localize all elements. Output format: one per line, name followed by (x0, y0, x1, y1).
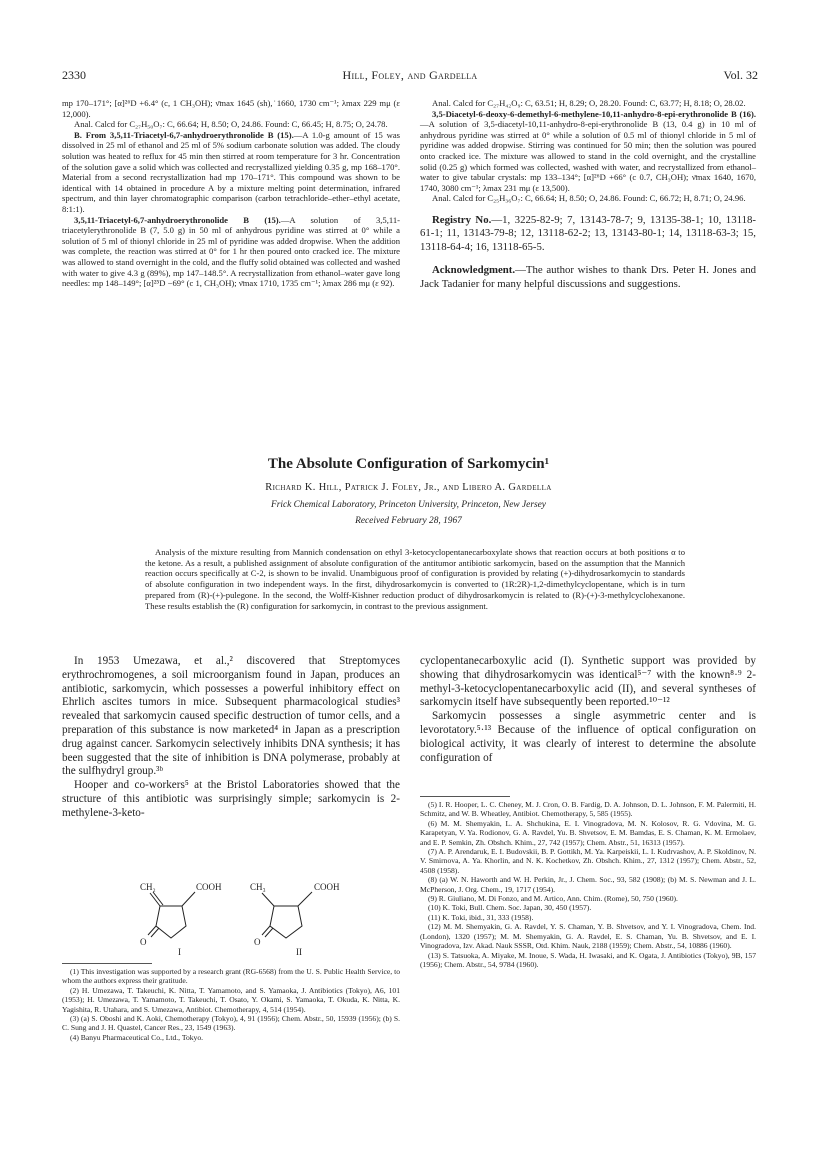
acknowledgment: Acknowledgment.—The author wishes to thank Drs. Peter H. Jones and Jack Tadanier for many helpful discussions and suggestions. (420, 264, 756, 290)
body-paragraph: Sarkomycin possesses a single asymmetric center and is levorotatory.⁵·¹³ Because of the influence of optical configuration on biological activity, it was clearly of interest to determine the absolute configuration of (420, 710, 756, 764)
footnote: (2) H. Umezawa, T. Takeuchi, K. Nitta, T. Yamamoto, and S. Yamaoka, J. Antibiotics (Tokyo), A6, 101 (1953); H. Umezawa, T. Yamamoto, T. Takeuchi, T. Osato, Y. Okami, S. Yamaoka, T. Okuda, K. Nitta, K. Yagishita, R. Utahara, and S. Umezawa, Antibiot. Chemotherapy, 4, 514 (1954). (62, 985, 400, 1014)
body-paragraph: cyclopentanecarboxylic acid (I). Synthetic support was provided by showing that dihydrosarkomycin was identical⁵⁻⁷ with the known⁸·⁹ 2-methyl-3-ketocyclopentanecarboxylic acid (II), and several syntheses of sarkomycin itself have subsequently been reported.¹⁰⁻¹² (420, 655, 756, 709)
registry-heading: Registry No. (432, 213, 492, 226)
volume-label: Vol. 32 (723, 68, 758, 82)
structure-i-cooh: COOH (196, 882, 222, 892)
body-paragraph: Hooper and co-workers⁵ at the Bristol Laboratories showed that the structure of this antibiotic was surprisingly simple; sarkomycin is 2-methylene-3-keto- (62, 779, 400, 819)
structure-i-oxygen: O (140, 937, 147, 947)
article-authors: Richard K. Hill, Patrick J. Foley, Jr., and Libero A. Gardella (265, 482, 552, 493)
abstract: Analysis of the mixture resulting from Mannich condensation on ethyl 3-ketocyclopentanecarboxylate shows that reaction occurs at both positions α to the ketone. As a result, a published assignment of absolute configuration of the antitumor antibiotic sarkomycin, based on the assumption that the Mannich reaction occurs specifically at C-2, is shown to be invalid. Unambiguous proof of configuration is provided by relating (+)-dihydrosarkomycin to standards of absolute configuration in two independent ways. In the first, dihydrosarkomycin is converted to (1R:2R)-1,2-dimethylcyclopentane, which is in turn prepared from (R)-(+)-pulegone. In the second, the Wolff-Kishner reduction product of dihydrosarkomycin is related to (R)-(+)-3-methylcyclohexanone. These results establish the (R) configuration for sarkomycin, in contrast to the previous assignment. (145, 547, 685, 611)
procedure-heading: B. From 3,5,11-Triacetyl-6,7-anhydroerythronolide B (15). (74, 129, 294, 140)
acknowledgment-heading: Acknowledgment. (432, 264, 516, 277)
analysis-paragraph: Anal. Calcd for C₂₇H₅₀O₇: C, 66.64; H, 8.50; O, 24.86. Found: C, 66.45; H, 8.75; O, 24.78. (74, 119, 388, 130)
running-title: Hill, Foley, and Gardella (342, 68, 478, 82)
structure-II (250, 882, 340, 955)
footnote-rule (420, 796, 510, 797)
structure-I (140, 882, 222, 955)
structure-ii-cooh: COOH (314, 882, 340, 892)
body-right-column (420, 655, 756, 765)
structure-ii-ch3: CH₃ (250, 882, 266, 892)
body-left-column (62, 655, 400, 821)
body-paragraph: In 1953 Umezawa, et al.,² discovered that Streptomyces erythrochromogenes, a soil microorganism found in Japan, produces an antibiotic, sarkomycin, which possesses a powerful inhibitory effect on Ehrlich ascites tumors in mice. Subsequent pharmacological studies³ revealed that sarkomycin caused specific destruction of tumor cells, and a preparation of this substance is now marketed⁴ in Japan as a prescription drug against cancer. Sarkomycin selectively inhibits DNA synthesis; it has been suggested that the site of inhibition is DNA polymerase, probably at the sulfhydryl group.³ᵇ (62, 655, 400, 778)
footnote: (10) K. Toki, Bull. Chem. Soc. Japan, 30, 450 (1957). (428, 903, 592, 913)
compound-heading: 3,5,11-Triacetyl-6,7-anhydroerythronolide B (15). (74, 214, 281, 225)
experimental-left-column (62, 98, 400, 289)
footnote: (8) (a) W. N. Haworth and W. H. Perkin, Jr., J. Chem. Soc., 93, 582 (1908); (b) M. S. Newman and J. L. McPherson, J. Org. Chem., 19, 1717 (1954). (420, 875, 756, 894)
received-date: Received February 28, 1967 (355, 516, 462, 526)
footnote: (3) (a) S. Oboshi and K. Aoki, Chemotherapy (Tokyo), 4, 91 (1956); Chem. Abstr., 50, 15939 (1956); (b) S. C. Sung and J. H. Quastel, Cancer Res., 23, 1549 (1963). (62, 1014, 400, 1033)
analysis-paragraph: Anal. Calcd for C₂₇H₄₂O₉: C, 63.51; H, 8.29; O, 28.20. Found: C, 63.77; H, 8.18; O, 28.02. (432, 98, 746, 108)
procedure-b-paragraph: B. From 3,5,11-Triacetyl-6,7-anhydroerythronolide B (15).—A 1.0-g amount of 15 was dissolved in 25 ml of ethanol and 25 ml of 5% sodium carbonate solution was added. The cloudy solution was heated to reflux for 45 min then stirred at room temperature for 3 hr. Concentration of the solution gave a solid which was collected and recrystallized yielding 0.35 g, mp 168–170°. Material from a second recrystallization had mp 170–171°. This compound was shown to be identical with 14 obtained in procedure A by a mixture melting point determination, infrared spectrum, and thin layer chromatographic comparison (carbon tetrachloride–ether–ethyl acetate, 8:1:1). (62, 129, 400, 214)
footnote: (7) A. P. Arendaruk, E. I. Budovskii, B. P. Gottikh, M. Ya. Karpeiskii, L. I. Kudrvashov, A. P. Skoldinov, N. V. Smirnova, A. Ya. Khorlin, and N. K. Kochetkov, Zh. Obshch. Khim., 27, 1312 (1957); Chem. Abstr., 52, 4508 (1958). (420, 847, 756, 875)
compound-15-paragraph: 3,5,11-Triacetyl-6,7-anhydroerythronolide B (15).—A solution of 3,5,11-triacetylerythronolide B (7, 5.0 g) in 50 ml of anhydrous pyridine was stirred at 0° while a solution of 5 ml of thionyl chloride in 25 ml of pyridine was added dropwise. When the addition was complete, the reaction was stirred at 0° for 1 hr then poured onto cracked ice. The mixture was allowed to stand overnight in the cold, and the fluffy solid obtained was collected and washed with water to give 4.3 g (89%), mp 147–148.5°. A recrystallization from ethanol–water gave long needles: mp 148–149°; [α]²⁵D −69° (c 1, CH₃OH); ν̄max 1710, 1735 cm⁻¹; λmax 286 mμ (ε 92). (62, 214, 401, 289)
structure-ii-oxygen: O (254, 937, 261, 947)
footnote-rule (62, 963, 152, 964)
article-title: The Absolute Configuration of Sarkomycin¹ (267, 456, 550, 472)
footnote: (1) This investigation was supported by a research grant (RG-6568) from the U. S. Public Health Service, to whom the authors express their gratitude. (62, 967, 400, 986)
structure-i-label: I (178, 947, 181, 955)
compound-heading: 3,5-Diacetyl-6-deoxy-6-demethyl-6-methylene-10,11-anhydro-8-epi-erythronolide B (16). (432, 108, 756, 119)
registry-numbers: Registry No.—1, 3225-82-9; 7, 13143-78-7; 9, 13135-38-1; 10, 13118-61-1; 11, 13143-79-8; 12, 13118-62-2; 13, 13143-80-1; 14, 13118-63-3; 15, 13118-64-4; 16, 13118-65-5. (420, 213, 756, 253)
footnotes-right (420, 800, 756, 969)
footnotes-left (62, 967, 400, 1042)
structure-ii-label: II (296, 947, 302, 955)
footnote: (4) Banyu Pharmaceutical Co., Ltd., Tokyo. (70, 1032, 204, 1042)
page-number: 2330 (62, 68, 86, 82)
footnote: (6) M. M. Shemyakin, L. A. Shchukina, E. I. Vinogradova, M. N. Kolosov, R. G. Vdovina, M. G. Karapetyan, V. Ya. Rodionov, G. A. Ravdel, Yu. B. Shvetsov, E. M. Bamdas, E. S. Chaman, K. M. Ermolaev, and E. P. Semkin, Zh. Obshch. Khim., 27, 742 (1957); Chem. Abstr., 51, 16313 (1957). (420, 818, 756, 847)
chemical-structures (140, 880, 400, 955)
affiliation: Frick Chemical Laboratory, Princeton University, Princeton, New Jersey (271, 500, 546, 510)
paragraph: mp 170–171°; [α]²⁶D +6.4° (c, 1 CH₃OH); ν̄max 1645 (sh),˙1660, 1730 cm⁻¹; λmax 229 mμ (ε 12,000). (62, 98, 400, 119)
footnote: (11) K. Toki, ibid., 31, 333 (1958). (428, 912, 534, 922)
experimental-right-column (420, 98, 756, 291)
analysis-paragraph: Anal. Calcd for C₂₅H₃₆O₇: C, 66.64; H, 8.50; O, 24.86. Found: C, 66.72; H, 8.71; O, 24.96. (432, 193, 746, 204)
compound-16-paragraph: 3,5-Diacetyl-6-deoxy-6-demethyl-6-methylene-10,11-anhydro-8-epi-erythronolide B (16).—A solution of 3,5-diacetyl-10,11-anhydro-8-epi-erythronolide B (13, 0.4 g) in 10 ml of anhydrous pyridine was stirred at 0° while a solution of 0.5 ml of thionyl chloride in 5 ml of pyridine was added dropwise. Stirring was continued for 50 min; then the solution was poured onto cracked ice. The mixture was allowed to stand in the cold overnight, and the crystalline solid (0.25 g) which formed was collected, washed with water, and recrystallized from ethanol–water to give tabular crystals: mp 133–134°; [α]²⁶D +66° (c 0.7, CH₃OH); ν̄max 1640, 1670, 1740, 3080 cm⁻¹; λmax 231 mμ (ε 13,500). (420, 108, 756, 193)
footnote: (13) S. Tatsuoka, A. Miyake, M. Inoue, S. Wada, H. Iwasaki, and K. Ogata, J. Antibiotics (Tokyo), 9B, 157 (1956); Chem. Abstr., 54, 9784 (1960). (420, 950, 756, 969)
footnote: (9) R. Giuliano, M. Di Fonzo, and M. Artico, Ann. Chim. (Rome), 50, 750 (1960). (428, 894, 678, 904)
footnote: (12) M. M. Shemyakin, G. A. Ravdel, Y. S. Chaman, Y. B. Shvetsov, and Y. I. Vinogradova, Chem. Ind. (London), 1320 (1957); M. M. Shemyakin, G. A. Ravdel, E. S. Chaman, Yu. B. Shvetsov, and E. I. Vinogradova, Izv. Akad. Nauk SSSR, Otd. Khim. Nauk, 2188 (1959); Chem. Abstr., 54, 10886 (1960). (420, 922, 756, 951)
footnote: (5) I. R. Hooper, L. C. Cheney, M. J. Cron, O. B. Fardig, D. A. Johnson, D. L. Johnson, F. M. Palermiti, H. Schmitz, and W. B. Wheatley, Antibiot. Chemotherapy, 5, 585 (1955). (420, 800, 756, 819)
structure-i-ch2: CH₂ (140, 882, 156, 892)
page-header (62, 68, 758, 84)
